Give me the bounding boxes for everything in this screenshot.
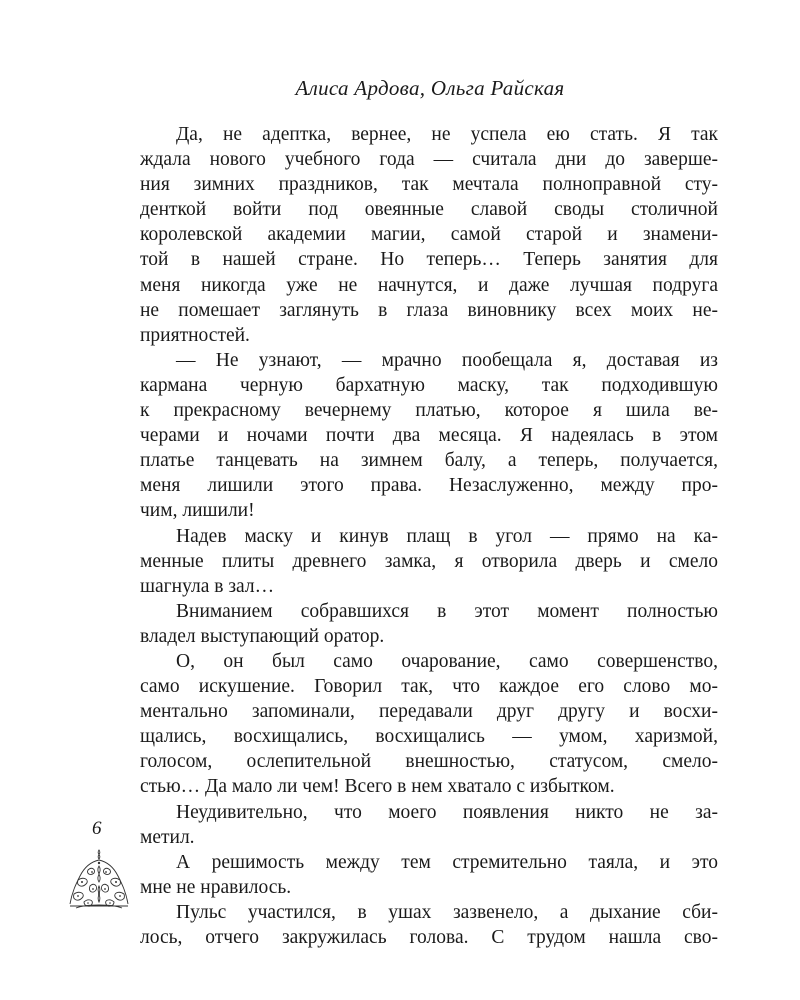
text-line: королевской академии магии, самой старой и знамени-	[140, 224, 718, 246]
text-line: Пульс участился, в ушах зазвенело, а дыхание сби-	[176, 901, 718, 923]
text-line: Неудивительно, что моего появления никто не за-	[176, 801, 718, 823]
text-line: владел выступающий оратор.	[140, 625, 385, 647]
text-line: ждала нового учебного года — считала дни до заверше-	[140, 149, 718, 171]
text-line: приятностей.	[140, 324, 250, 346]
text-line: к прекрасному вечернему платью, которое я шила ве-	[140, 400, 718, 422]
text-line: Надев маску и кинув плащ в угол — прямо на ка-	[176, 525, 718, 547]
text-line: кармана черную бархатную маску, так подходившую	[140, 374, 718, 396]
paragraph	[140, 122, 718, 348]
text-line: меня никогда уже не начнутся, и даже лучшая подруга	[140, 274, 718, 296]
text-line: платье танцевать на зимнем балу, а теперь, получается,	[140, 450, 718, 472]
paragraph	[140, 348, 718, 524]
text-line: ния зимних праздников, так мечтала полноправной сту-	[140, 174, 718, 196]
text-line: меня лишили этого права. Незаслуженно, между про-	[140, 475, 718, 497]
text-line: голосом, ослепительной внешностью, статусом, смело-	[140, 751, 718, 773]
text-line: лось, отчего закружилась голова. С трудом нашла сво-	[140, 927, 718, 948]
text-line: О, он был само очарование, само совершенство,	[176, 650, 718, 672]
text-line: той в нашей стране. Но теперь… Теперь занятия для	[140, 249, 718, 271]
text-line: ментально запоминали, передавали друг другу и восхи-	[140, 701, 718, 723]
text-line: мне не нравилось.	[140, 876, 292, 898]
ornamental-flourish-icon	[66, 846, 132, 910]
text-line: менные плиты древнего замка, я отворила дверь и смело	[140, 550, 718, 572]
text-line: чим, лишили!	[140, 500, 255, 522]
text-line: не помешает заглянуть в глаза виновнику всех моих не-	[140, 299, 718, 321]
running-header: Алиса Ардова, Ольга Райская	[295, 76, 565, 100]
paragraph	[140, 524, 718, 599]
page-number: 6	[92, 818, 102, 839]
text-line: само искушение. Говорил так, что каждое его слово мо-	[140, 676, 718, 698]
text-line: шагнула в зал…	[140, 575, 275, 597]
text-line: денткой войти под овеянные славой своды столичной	[140, 199, 718, 221]
text-line: Вниманием собравшихся в этот момент полностью	[176, 600, 718, 622]
paragraph	[140, 649, 718, 800]
body-text	[140, 122, 718, 950]
text-line: — Не узнают, — мрачно пообещала я, доставая из	[176, 349, 718, 371]
text-line: А решимость между тем стремительно таяла, и это	[176, 851, 718, 873]
text-line: Да, не адептка, вернее, не успела ею стать. Я так	[176, 124, 718, 145]
paragraph	[140, 850, 718, 900]
paragraph	[140, 900, 718, 950]
text-line: щались, восхищались, восхищались — умом, харизмой,	[140, 726, 718, 748]
paragraph	[140, 800, 718, 850]
text-line: черами и ночами почти два месяца. Я надеялась в этом	[140, 425, 718, 447]
paragraph	[140, 599, 718, 649]
text-line: метил.	[140, 826, 195, 848]
text-line: стью… Да мало ли чем! Всего в нем хватало с избытком.	[140, 776, 615, 798]
